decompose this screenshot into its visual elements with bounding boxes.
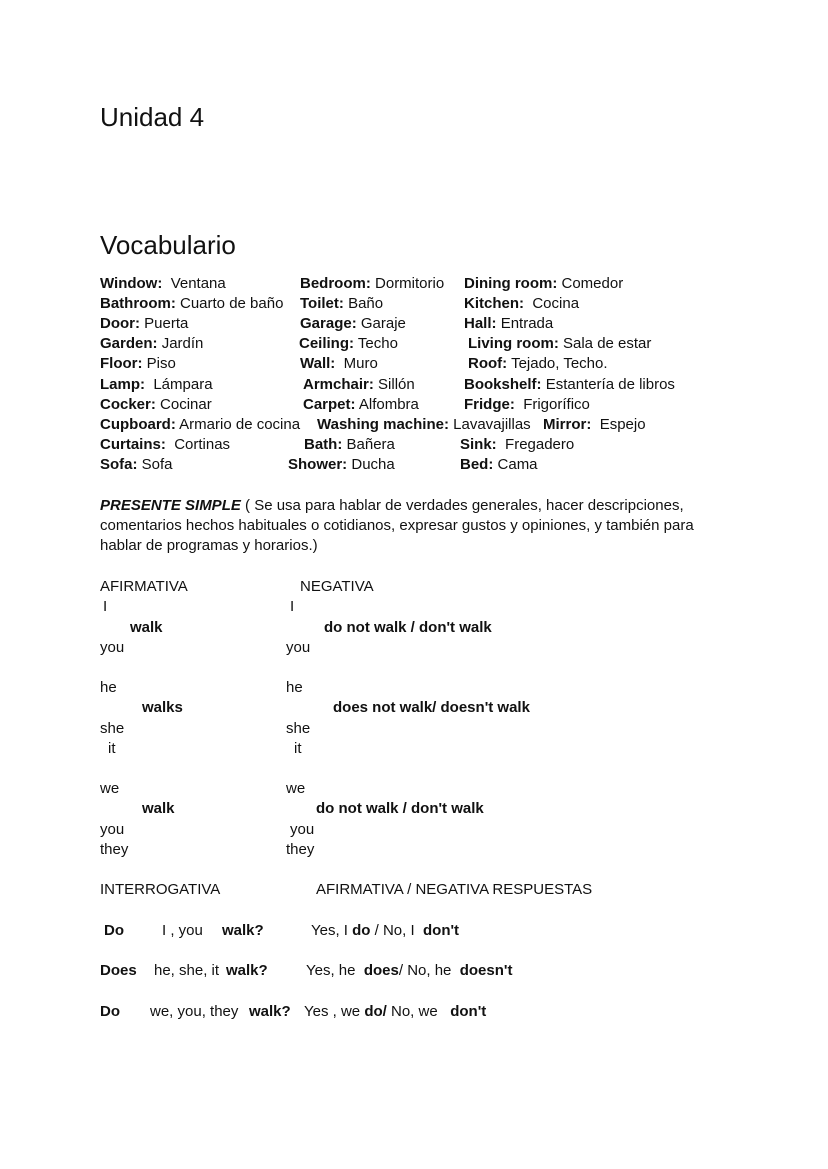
question-aux: Do (104, 922, 124, 939)
answer: Yes, he does/ No, he doesn't (306, 962, 513, 979)
question-subject: he, she, it (154, 962, 220, 979)
vocab-item: Washing machine: Lavavajillas (317, 416, 531, 433)
vocab-item: Bathroom: Cuarto de baño (100, 295, 284, 312)
vocab-item: Dining room: Comedor (464, 275, 624, 292)
vocab-item: Window: Ventana (100, 275, 226, 292)
presente-line-2: comentarios hechos habituales o cotidianos, expresar gustos y opiniones, y también para (100, 517, 694, 534)
pronoun: it (294, 740, 302, 757)
pronoun: they (100, 841, 129, 858)
question-subject: we, you, they (150, 1003, 239, 1020)
verb-form: walks (142, 699, 183, 716)
pronoun: he (100, 679, 117, 696)
question-verb: walk? (226, 962, 268, 979)
vocab-item: Garden: Jardín (100, 335, 204, 352)
vocab-item: Bedroom: Dormitorio (300, 275, 445, 292)
verb-form: does not walk/ doesn't walk (333, 699, 530, 716)
question-aux: Does (100, 962, 137, 979)
vocab-item: Cocker: Cocinar (100, 396, 212, 413)
vocab-item: Door: Puerta (100, 315, 189, 332)
answer: Yes , we do/ No, we don't (304, 1003, 487, 1020)
interrogativa-header: INTERROGATIVA (100, 881, 221, 898)
question-verb: walk? (249, 1003, 291, 1020)
vocab-item: Bookshelf: Estantería de libros (464, 376, 675, 393)
vocab-item: Garage: Garaje (300, 315, 406, 332)
vocab-item: Armchair: Sillón (303, 376, 415, 393)
vocab-item: Lamp: Lámpara (100, 376, 213, 393)
question-verb: walk? (222, 922, 264, 939)
vocab-item: Curtains: Cortinas (100, 436, 231, 453)
vocab-item: Carpet: Alfombra (303, 396, 419, 413)
vocab-item: Wall: Muro (300, 355, 378, 372)
pronoun: you (100, 639, 125, 656)
negativa-header: NEGATIVA (300, 578, 374, 595)
pronoun: we (100, 780, 120, 797)
vocab-item: Roof: Tejado, Techo. (468, 355, 608, 372)
presente-line-1: ( Se usa para hablar de verdades generales, hacer descripciones, (240, 497, 684, 514)
verb-form: walk (130, 619, 163, 636)
vocab-item: Cupboard: Armario de cocina (100, 416, 301, 433)
pronoun: you (290, 821, 315, 838)
vocab-item: Mirror: Espejo (543, 416, 646, 433)
pronoun: you (100, 821, 125, 838)
pronoun: it (108, 740, 116, 757)
presente-simple-title: PRESENTE SIMPLE (100, 497, 241, 514)
vocab-item: Hall: Entrada (464, 315, 554, 332)
vocab-item: Kitchen: Cocina (464, 295, 580, 312)
pronoun: I (290, 598, 295, 615)
afirmativa-header: AFIRMATIVA (100, 578, 188, 595)
question-aux: Do (100, 1003, 120, 1020)
presente-line-3: hablar de programas y horarios.) (100, 537, 318, 554)
verb-form: do not walk / don't walk (324, 619, 492, 636)
verb-form: walk (142, 800, 175, 817)
vocab-item: Shower: Ducha (288, 456, 395, 473)
pronoun: I (103, 598, 108, 615)
vocab-item: Sofa: Sofa (100, 456, 173, 473)
vocab-item: Floor: Piso (100, 355, 176, 372)
vocab-item: Bath: Bañera (304, 436, 395, 453)
vocab-item: Fridge: Frigorífico (464, 396, 590, 413)
pronoun: he (286, 679, 303, 696)
vocab-item: Toilet: Baño (300, 295, 384, 312)
pronoun: she (100, 720, 125, 737)
answers-header: AFIRMATIVA / NEGATIVA RESPUESTAS (316, 881, 593, 898)
pronoun: she (286, 720, 311, 737)
vocab-item: Sink: Fregadero (460, 436, 575, 453)
vocab-item: Bed: Cama (460, 456, 538, 473)
verb-form: do not walk / don't walk (316, 800, 484, 817)
unit-title: Unidad 4 (100, 102, 205, 132)
pronoun: they (286, 841, 315, 858)
vocab-item: Living room: Sala de estar (468, 335, 652, 352)
question-subject: I , you (162, 922, 203, 939)
answer: Yes, I do / No, I don't (311, 922, 460, 939)
pronoun: you (286, 639, 311, 656)
pronoun: we (286, 780, 306, 797)
vocab-item: Ceiling: Techo (299, 335, 398, 352)
vocab-title: Vocabulario (100, 230, 236, 260)
